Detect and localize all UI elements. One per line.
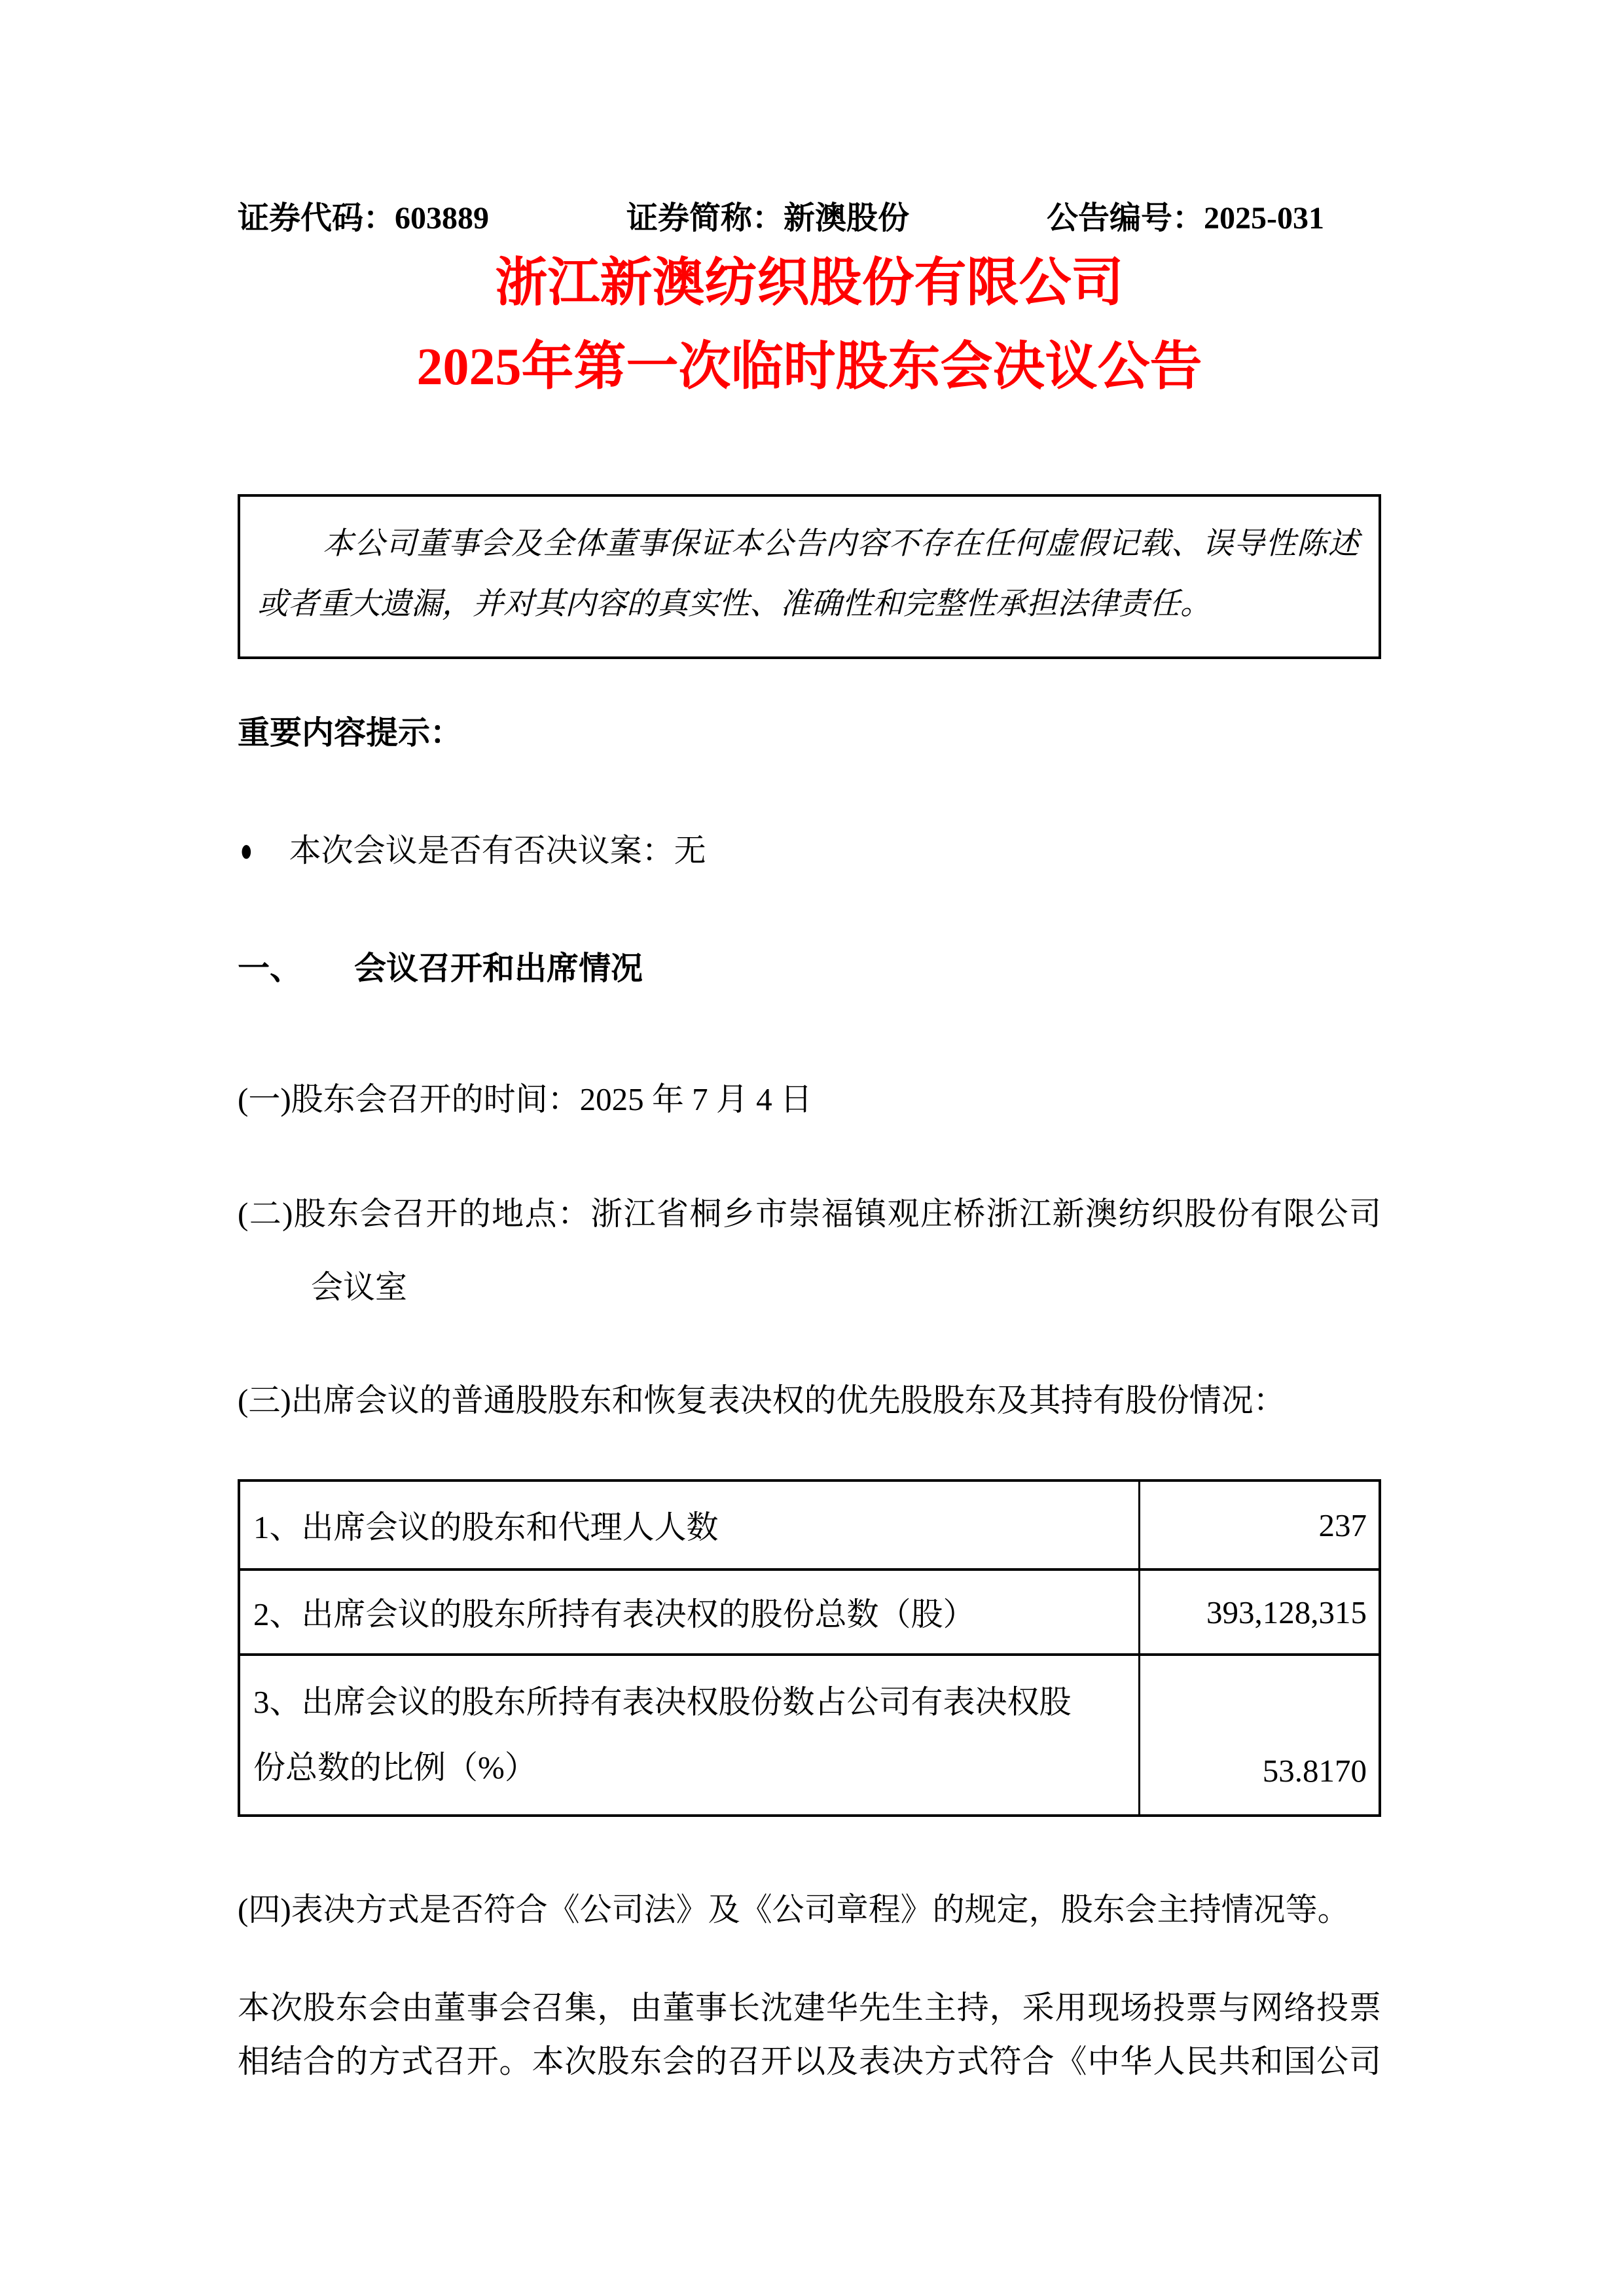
row-label [239, 1655, 1140, 1816]
stock-code-value: 603889 [395, 201, 490, 236]
section-one-title: 会议召开和出席情况 [354, 950, 643, 986]
stock-code-label: 证券代码： [238, 201, 395, 236]
announcement-number-value: 2025-031 [1204, 201, 1324, 236]
important-notice-heading: 重要内容提示： [238, 715, 463, 751]
row-value: 393,128,315 [1140, 1570, 1380, 1655]
attendance-table [238, 1479, 1381, 1817]
closing-line-2: 相结合的方式召开。本次股东会的召开以及表决方式符合《中华人民共和国公司 [238, 2043, 1381, 2079]
veto-bullet-item [238, 833, 1381, 869]
announcement-number [1047, 200, 1324, 237]
meeting-time-item: (一)股东会召开的时间：2025 年 7 月 4 日 [238, 1081, 812, 1117]
section-one-number: 一、 [238, 950, 302, 986]
meeting-place-line-2: 会议室 [311, 1269, 408, 1305]
disclaimer-line-2: 或者重大遗漏，并对其内容的真实性、准确性和完整性承担法律责任。 [257, 587, 1211, 621]
attendance-intro-item: (三)出席会议的普通股股东和恢复表决权的优先股股东及其持有股份情况： [238, 1382, 1286, 1418]
voting-method-item: (四)表决方式是否符合《公司法》及《公司章程》的规定，股东会主持情况等。 [238, 1892, 1350, 1928]
stock-name [626, 200, 909, 237]
table-row [239, 1480, 1380, 1570]
meeting-place-line-1: (二)股东会召开的地点：浙江省桐乡市崇福镇观庄桥浙江新澳纺织股份有限公司 [238, 1196, 1381, 1232]
announcement-title: 2025年第一次临时股东会决议公告 [416, 338, 1202, 396]
veto-bullet-text: 本次会议是否有否决议案：无 [289, 833, 706, 869]
row-label-line-2: 份总数的比例（%） [253, 1749, 537, 1785]
bullet-icon: ● [240, 833, 253, 869]
stock-name-label: 证券简称： [626, 201, 784, 236]
row-label-line-1: 3、出席会议的股东所持有表决权股份数占公司有表决权股 [253, 1684, 1072, 1720]
table-row [239, 1570, 1380, 1655]
company-title: 浙江新澳纺织股份有限公司 [495, 255, 1124, 312]
disclaimer-line-1: 本公司董事会及全体董事保证本公告内容不存在任何虚假记载、误导性陈述 [323, 527, 1359, 561]
row-label: 1、出席会议的股东和代理人人数 [239, 1480, 1140, 1570]
row-value: 53.8170 [1140, 1655, 1380, 1816]
disclaimer-box [238, 494, 1381, 659]
table-row [239, 1655, 1380, 1816]
meeting-place-item [238, 1196, 1381, 1306]
announcement-number-label: 公告编号： [1046, 201, 1204, 236]
row-label: 2、出席会议的股东所持有表决权的股份总数（股） [239, 1570, 1140, 1655]
closing-paragraph [238, 1981, 1381, 2089]
row-value: 237 [1140, 1480, 1380, 1570]
stock-info-header [238, 200, 1324, 237]
section-one-heading [238, 950, 1381, 987]
stock-code [238, 200, 489, 237]
closing-line-1: 本次股东会由董事会召集，由董事长沈建华先生主持，采用现场投票与网络投票 [238, 1990, 1381, 2026]
stock-name-value: 新澳股份 [784, 201, 910, 236]
